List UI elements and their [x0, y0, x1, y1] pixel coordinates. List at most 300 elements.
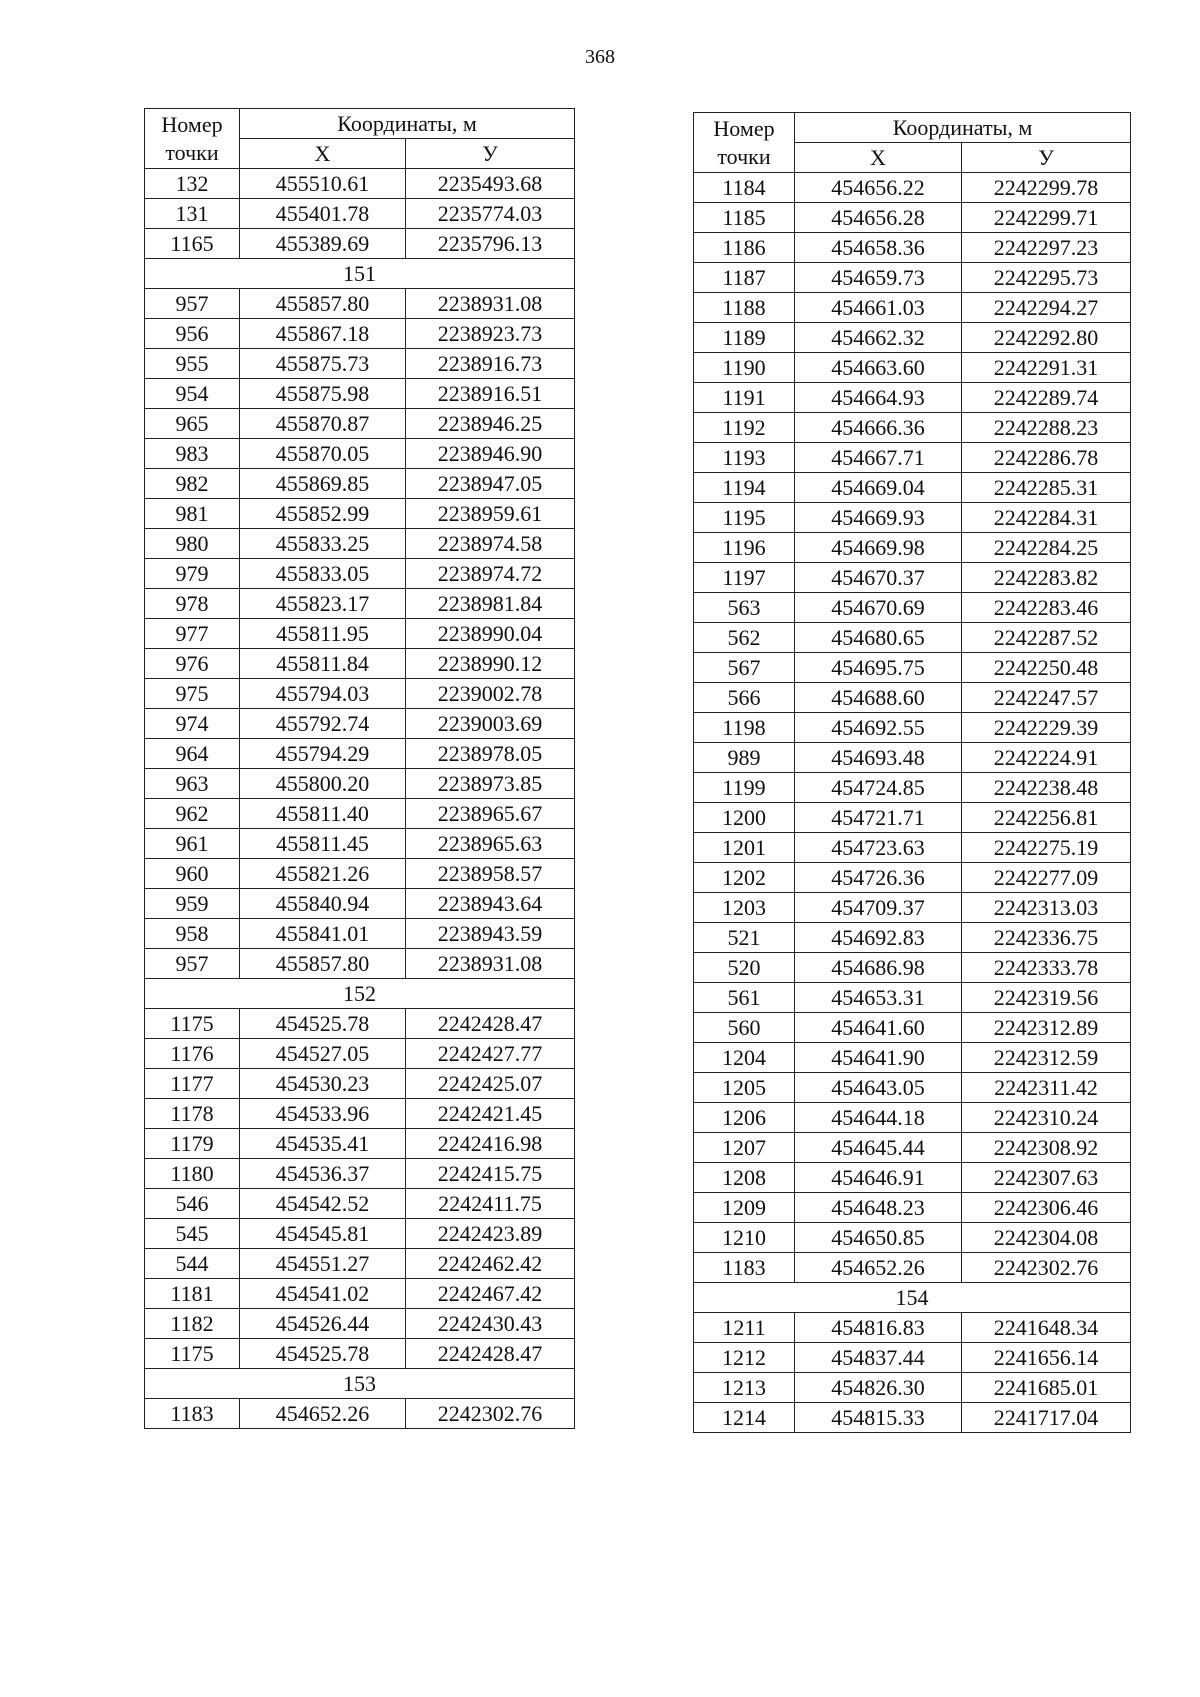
y-coordinate-cell: 2242336.75: [962, 923, 1131, 953]
table-row: [145, 769, 575, 799]
point-number-cell: 1165: [145, 229, 240, 259]
y-coordinate-cell: 2239003.69: [406, 709, 575, 739]
table-row: [145, 1189, 575, 1219]
y-coordinate-cell: 2242416.98: [406, 1129, 575, 1159]
table-row: [145, 349, 575, 379]
table-row: [145, 529, 575, 559]
x-coordinate-cell: 454646.91: [795, 1163, 962, 1193]
x-coordinate-cell: 454667.71: [795, 443, 962, 473]
point-number-cell: 983: [145, 439, 240, 469]
y-coordinate-cell: 2242288.23: [962, 413, 1131, 443]
x-coordinate-cell: 454656.28: [795, 203, 962, 233]
y-coordinate-cell: 2238973.85: [406, 769, 575, 799]
table-row: [145, 229, 575, 259]
table-row: [145, 919, 575, 949]
table-row: [694, 623, 1131, 653]
section-row: [145, 1369, 575, 1399]
y-coordinate-cell: 2242297.23: [962, 233, 1131, 263]
point-number-cell: 1179: [145, 1129, 240, 1159]
table-row: [145, 379, 575, 409]
table-row: [694, 323, 1131, 353]
y-coordinate-cell: 2242277.09: [962, 863, 1131, 893]
y-coordinate-cell: 2238978.05: [406, 739, 575, 769]
y-coordinate-cell: 2242462.42: [406, 1249, 575, 1279]
table-row: [145, 289, 575, 319]
point-number-cell: 980: [145, 529, 240, 559]
point-number-cell: 1190: [694, 353, 795, 383]
point-number-cell: 562: [694, 623, 795, 653]
table-row: [694, 1403, 1131, 1433]
x-coordinate-cell: 454641.60: [795, 1013, 962, 1043]
table-row: [145, 829, 575, 859]
table-row: [694, 1373, 1131, 1403]
point-number-cell: 957: [145, 949, 240, 979]
point-number-cell: 1192: [694, 413, 795, 443]
table-row: [145, 1069, 575, 1099]
y-coordinate-cell: 2242283.82: [962, 563, 1131, 593]
y-coordinate-cell: 2242319.56: [962, 983, 1131, 1013]
x-coordinate-cell: 454644.18: [795, 1103, 962, 1133]
y-coordinate-cell: 2238943.64: [406, 889, 575, 919]
table-row: [694, 1133, 1131, 1163]
table-row: [145, 859, 575, 889]
table-row: [145, 169, 575, 199]
table-row: [145, 679, 575, 709]
table-row: [145, 1219, 575, 1249]
table-row: [694, 383, 1131, 413]
table-row: [145, 1249, 575, 1279]
y-coordinate-cell: 2242427.77: [406, 1039, 575, 1069]
y-coordinate-cell: 2242428.47: [406, 1009, 575, 1039]
y-header: У: [962, 143, 1131, 173]
x-coordinate-cell: 455857.80: [240, 289, 406, 319]
x-coordinate-cell: 454527.05: [240, 1039, 406, 1069]
x-coordinate-cell: 454670.69: [795, 593, 962, 623]
x-coordinate-cell: 454662.32: [795, 323, 962, 353]
point-number-cell: 961: [145, 829, 240, 859]
table-row: [145, 589, 575, 619]
point-number-cell: 1202: [694, 863, 795, 893]
x-coordinate-cell: 455840.94: [240, 889, 406, 919]
table-row: [694, 503, 1131, 533]
x-coordinate-cell: 454525.78: [240, 1009, 406, 1039]
table-row: [694, 1163, 1131, 1193]
table-row: [694, 593, 1131, 623]
table-row: [145, 559, 575, 589]
x-coordinate-cell: 454533.96: [240, 1099, 406, 1129]
table-row: [145, 1399, 575, 1429]
x-coordinate-cell: 454721.71: [795, 803, 962, 833]
table-row: [694, 563, 1131, 593]
point-number-cell: 1213: [694, 1373, 795, 1403]
point-number-cell: 1178: [145, 1099, 240, 1129]
x-coordinate-cell: 454709.37: [795, 893, 962, 923]
table-row: [694, 1013, 1131, 1043]
x-coordinate-cell: 455823.17: [240, 589, 406, 619]
y-coordinate-cell: 2242295.73: [962, 263, 1131, 293]
x-coordinate-cell: 454526.44: [240, 1309, 406, 1339]
x-coordinate-cell: 454652.26: [795, 1253, 962, 1283]
x-coordinate-cell: 455841.01: [240, 919, 406, 949]
x-coordinate-cell: 454666.36: [795, 413, 962, 443]
y-coordinate-cell: 2238958.57: [406, 859, 575, 889]
x-coordinate-cell: 454723.63: [795, 833, 962, 863]
point-number-cell: 1196: [694, 533, 795, 563]
y-coordinate-cell: 2235493.68: [406, 169, 575, 199]
point-number-cell: 963: [145, 769, 240, 799]
y-coordinate-cell: 2238931.08: [406, 289, 575, 319]
x-coordinate-cell: 455401.78: [240, 199, 406, 229]
table-row: [694, 803, 1131, 833]
y-coordinate-cell: 2238959.61: [406, 499, 575, 529]
table-row: [694, 173, 1131, 203]
x-coordinate-cell: 455857.80: [240, 949, 406, 979]
x-coordinate-cell: 454551.27: [240, 1249, 406, 1279]
y-coordinate-cell: 2241656.14: [962, 1343, 1131, 1373]
point-number-cell: 959: [145, 889, 240, 919]
y-coordinate-cell: 2242283.46: [962, 593, 1131, 623]
y-coordinate-cell: 2238981.84: [406, 589, 575, 619]
y-coordinate-cell: 2242467.42: [406, 1279, 575, 1309]
table-row: [694, 863, 1131, 893]
point-number-cell: 1211: [694, 1313, 795, 1343]
y-coordinate-cell: 2242250.48: [962, 653, 1131, 683]
y-coordinate-cell: 2238943.59: [406, 919, 575, 949]
y-coordinate-cell: 2238931.08: [406, 949, 575, 979]
x-coordinate-cell: 455811.45: [240, 829, 406, 859]
point-number-cell: 560: [694, 1013, 795, 1043]
point-number-cell: 981: [145, 499, 240, 529]
coordinates-table-left: [144, 108, 575, 1429]
table-row: [145, 1129, 575, 1159]
y-coordinate-cell: 2242256.81: [962, 803, 1131, 833]
section-label: 152: [145, 979, 575, 1009]
x-coordinate-cell: 455510.61: [240, 169, 406, 199]
y-coordinate-cell: 2242333.78: [962, 953, 1131, 983]
x-coordinate-cell: 455811.95: [240, 619, 406, 649]
x-coordinate-cell: 455833.25: [240, 529, 406, 559]
x-coordinate-cell: 454648.23: [795, 1193, 962, 1223]
y-coordinate-cell: 2242311.42: [962, 1073, 1131, 1103]
x-coordinate-cell: 454658.36: [795, 233, 962, 263]
table-row: [145, 799, 575, 829]
x-coordinate-cell: 455811.40: [240, 799, 406, 829]
y-coordinate-cell: 2242292.80: [962, 323, 1131, 353]
point-number-cell: 1175: [145, 1339, 240, 1369]
x-coordinate-cell: 455870.87: [240, 409, 406, 439]
point-number-cell: 520: [694, 953, 795, 983]
y-coordinate-cell: 2242423.89: [406, 1219, 575, 1249]
y-coordinate-cell: 2238916.51: [406, 379, 575, 409]
table-row: [145, 1099, 575, 1129]
point-number-cell: 989: [694, 743, 795, 773]
y-coordinate-cell: 2238947.05: [406, 469, 575, 499]
y-coordinate-cell: 2242294.27: [962, 293, 1131, 323]
section-row: [145, 979, 575, 1009]
y-coordinate-cell: 2242247.57: [962, 683, 1131, 713]
x-coordinate-cell: 455852.99: [240, 499, 406, 529]
table-row: [694, 443, 1131, 473]
y-coordinate-cell: 2238974.72: [406, 559, 575, 589]
y-coordinate-cell: 2238923.73: [406, 319, 575, 349]
x-coordinate-cell: 454692.55: [795, 713, 962, 743]
point-number-cell: 1195: [694, 503, 795, 533]
x-coordinate-cell: 454536.37: [240, 1159, 406, 1189]
y-coordinate-cell: 2238916.73: [406, 349, 575, 379]
y-coordinate-cell: 2242285.31: [962, 473, 1131, 503]
point-number-cell: 567: [694, 653, 795, 683]
x-coordinate-cell: 455792.74: [240, 709, 406, 739]
x-coordinate-cell: 454815.33: [795, 1403, 962, 1433]
point-number-cell: 1185: [694, 203, 795, 233]
table-row: [145, 739, 575, 769]
point-number-cell: 974: [145, 709, 240, 739]
point-number-cell: 958: [145, 919, 240, 949]
point-number-cell: 546: [145, 1189, 240, 1219]
point-number-cell: 955: [145, 349, 240, 379]
section-label: 154: [694, 1283, 1131, 1313]
y-coordinate-cell: 2242302.76: [406, 1399, 575, 1429]
x-coordinate-cell: 454661.03: [795, 293, 962, 323]
point-number-cell: 957: [145, 289, 240, 319]
x-coordinate-cell: 454669.04: [795, 473, 962, 503]
table-row: [694, 653, 1131, 683]
table-row: [145, 499, 575, 529]
point-number-cell: 1198: [694, 713, 795, 743]
y-coordinate-cell: 2239002.78: [406, 679, 575, 709]
table-row: [694, 1103, 1131, 1133]
x-coordinate-cell: 454542.52: [240, 1189, 406, 1219]
y-coordinate-cell: 2238965.63: [406, 829, 575, 859]
coordinates-header: Координаты, м: [795, 113, 1131, 143]
x-coordinate-cell: 454680.65: [795, 623, 962, 653]
section-label: 151: [145, 259, 575, 289]
point-number-cell: 563: [694, 593, 795, 623]
y-coordinate-cell: 2242286.78: [962, 443, 1131, 473]
x-coordinate-cell: 454545.81: [240, 1219, 406, 1249]
y-coordinate-cell: 2242430.43: [406, 1309, 575, 1339]
table-row: [145, 649, 575, 679]
point-number-cell: 1199: [694, 773, 795, 803]
point-number-cell: 978: [145, 589, 240, 619]
table-row: [694, 233, 1131, 263]
point-number-cell: 982: [145, 469, 240, 499]
point-number-cell: 965: [145, 409, 240, 439]
y-coordinate-cell: 2242299.78: [962, 173, 1131, 203]
page-number: 368: [585, 46, 615, 68]
point-number-cell: 1212: [694, 1343, 795, 1373]
table-row: [694, 983, 1131, 1013]
y-coordinate-cell: 2242284.25: [962, 533, 1131, 563]
y-coordinate-cell: 2242302.76: [962, 1253, 1131, 1283]
table-row: [694, 953, 1131, 983]
x-coordinate-cell: 454837.44: [795, 1343, 962, 1373]
table-row: [694, 773, 1131, 803]
table-row: [145, 949, 575, 979]
point-number-cell: 979: [145, 559, 240, 589]
point-number-cell: 956: [145, 319, 240, 349]
x-coordinate-cell: 454724.85: [795, 773, 962, 803]
point-number-cell: 1203: [694, 893, 795, 923]
table-row: [694, 683, 1131, 713]
table-row: [145, 1039, 575, 1069]
y-coordinate-cell: 2242421.45: [406, 1099, 575, 1129]
y-coordinate-cell: 2242224.91: [962, 743, 1131, 773]
point-number-cell: 1206: [694, 1103, 795, 1133]
point-number-header: Номер точки: [145, 109, 240, 169]
point-number-cell: 1177: [145, 1069, 240, 1099]
x-coordinate-cell: 455875.73: [240, 349, 406, 379]
point-number-cell: 545: [145, 1219, 240, 1249]
y-coordinate-cell: 2238946.90: [406, 439, 575, 469]
point-number-cell: 964: [145, 739, 240, 769]
table-row: [145, 1279, 575, 1309]
y-header: У: [406, 139, 575, 169]
point-number-cell: 962: [145, 799, 240, 829]
point-number-cell: 976: [145, 649, 240, 679]
x-coordinate-cell: 454541.02: [240, 1279, 406, 1309]
point-number-cell: 1175: [145, 1009, 240, 1039]
x-coordinate-cell: 454535.41: [240, 1129, 406, 1159]
table-row: [694, 713, 1131, 743]
y-coordinate-cell: 2242428.47: [406, 1339, 575, 1369]
section-row: [694, 1283, 1131, 1313]
table-row: [694, 413, 1131, 443]
point-number-cell: 1207: [694, 1133, 795, 1163]
y-coordinate-cell: 2238946.25: [406, 409, 575, 439]
table-row: [694, 1343, 1131, 1373]
y-coordinate-cell: 2242411.75: [406, 1189, 575, 1219]
x-coordinate-cell: 455821.26: [240, 859, 406, 889]
y-coordinate-cell: 2242310.24: [962, 1103, 1131, 1133]
x-coordinate-cell: 454663.60: [795, 353, 962, 383]
point-number-cell: 1193: [694, 443, 795, 473]
point-number-cell: 132: [145, 169, 240, 199]
y-coordinate-cell: 2242275.19: [962, 833, 1131, 863]
x-coordinate-cell: 454670.37: [795, 563, 962, 593]
table-row: [694, 833, 1131, 863]
point-number-cell: 521: [694, 923, 795, 953]
point-number-cell: 1200: [694, 803, 795, 833]
table-row: [145, 1309, 575, 1339]
point-number-cell: 1204: [694, 1043, 795, 1073]
x-coordinate-cell: 454525.78: [240, 1339, 406, 1369]
x-coordinate-cell: 454816.83: [795, 1313, 962, 1343]
y-coordinate-cell: 2242312.59: [962, 1043, 1131, 1073]
point-number-cell: 1209: [694, 1193, 795, 1223]
point-number-cell: 975: [145, 679, 240, 709]
table-row: [145, 199, 575, 229]
y-coordinate-cell: 2241685.01: [962, 1373, 1131, 1403]
x-coordinate-cell: 455869.85: [240, 469, 406, 499]
table-row: [694, 743, 1131, 773]
point-number-cell: 1183: [145, 1399, 240, 1429]
coordinates-header: Координаты, м: [240, 109, 575, 139]
x-coordinate-cell: 455833.05: [240, 559, 406, 589]
point-number-cell: 1205: [694, 1073, 795, 1103]
y-coordinate-cell: 2242308.92: [962, 1133, 1131, 1163]
x-coordinate-cell: 454652.26: [240, 1399, 406, 1429]
point-number-cell: 1197: [694, 563, 795, 593]
x-coordinate-cell: 454650.85: [795, 1223, 962, 1253]
table-row: [694, 1043, 1131, 1073]
x-coordinate-cell: 454656.22: [795, 173, 962, 203]
section-row: [145, 259, 575, 289]
point-number-cell: 1180: [145, 1159, 240, 1189]
point-number-header: Номер точки: [694, 113, 795, 173]
table-row: [694, 1223, 1131, 1253]
y-coordinate-cell: 2238990.12: [406, 649, 575, 679]
x-coordinate-cell: 454688.60: [795, 683, 962, 713]
x-coordinate-cell: 454653.31: [795, 983, 962, 1013]
y-coordinate-cell: 2242415.75: [406, 1159, 575, 1189]
table-row: [145, 439, 575, 469]
coordinates-table-right: [693, 112, 1131, 1433]
point-number-cell: 1184: [694, 173, 795, 203]
point-number-cell: 544: [145, 1249, 240, 1279]
y-coordinate-cell: 2241717.04: [962, 1403, 1131, 1433]
y-coordinate-cell: 2242304.08: [962, 1223, 1131, 1253]
x-coordinate-cell: 454659.73: [795, 263, 962, 293]
point-number-cell: 561: [694, 983, 795, 1013]
y-coordinate-cell: 2242312.89: [962, 1013, 1131, 1043]
table-row: [145, 1009, 575, 1039]
point-number-cell: 1201: [694, 833, 795, 863]
y-coordinate-cell: 2235774.03: [406, 199, 575, 229]
table-row: [145, 319, 575, 349]
table-row: [145, 889, 575, 919]
point-number-cell: 1183: [694, 1253, 795, 1283]
point-number-cell: 1188: [694, 293, 795, 323]
x-coordinate-cell: 455800.20: [240, 769, 406, 799]
x-coordinate-cell: 455867.18: [240, 319, 406, 349]
x-coordinate-cell: 454693.48: [795, 743, 962, 773]
y-coordinate-cell: 2238965.67: [406, 799, 575, 829]
x-coordinate-cell: 454641.90: [795, 1043, 962, 1073]
x-coordinate-cell: 454826.30: [795, 1373, 962, 1403]
y-coordinate-cell: 2238990.04: [406, 619, 575, 649]
table-row: [694, 203, 1131, 233]
x-header: X: [240, 139, 406, 169]
x-coordinate-cell: 454686.98: [795, 953, 962, 983]
table-row: [145, 409, 575, 439]
y-coordinate-cell: 2242313.03: [962, 893, 1131, 923]
x-coordinate-cell: 455811.84: [240, 649, 406, 679]
point-number-cell: 1191: [694, 383, 795, 413]
y-coordinate-cell: 2242284.31: [962, 503, 1131, 533]
table-row: [694, 353, 1131, 383]
table-row: [145, 1339, 575, 1369]
x-coordinate-cell: 454643.05: [795, 1073, 962, 1103]
point-number-cell: 1187: [694, 263, 795, 293]
point-number-cell: 131: [145, 199, 240, 229]
table-row: [694, 923, 1131, 953]
point-number-cell: 1181: [145, 1279, 240, 1309]
y-coordinate-cell: 2242425.07: [406, 1069, 575, 1099]
x-coordinate-cell: 454692.83: [795, 923, 962, 953]
table-row: [145, 619, 575, 649]
point-number-cell: 954: [145, 379, 240, 409]
y-coordinate-cell: 2242291.31: [962, 353, 1131, 383]
x-coordinate-cell: 454669.98: [795, 533, 962, 563]
point-number-cell: 977: [145, 619, 240, 649]
y-coordinate-cell: 2242229.39: [962, 713, 1131, 743]
x-coordinate-cell: 454664.93: [795, 383, 962, 413]
point-number-cell: 1182: [145, 1309, 240, 1339]
table-row: [694, 293, 1131, 323]
point-number-cell: 1208: [694, 1163, 795, 1193]
y-coordinate-cell: 2242306.46: [962, 1193, 1131, 1223]
